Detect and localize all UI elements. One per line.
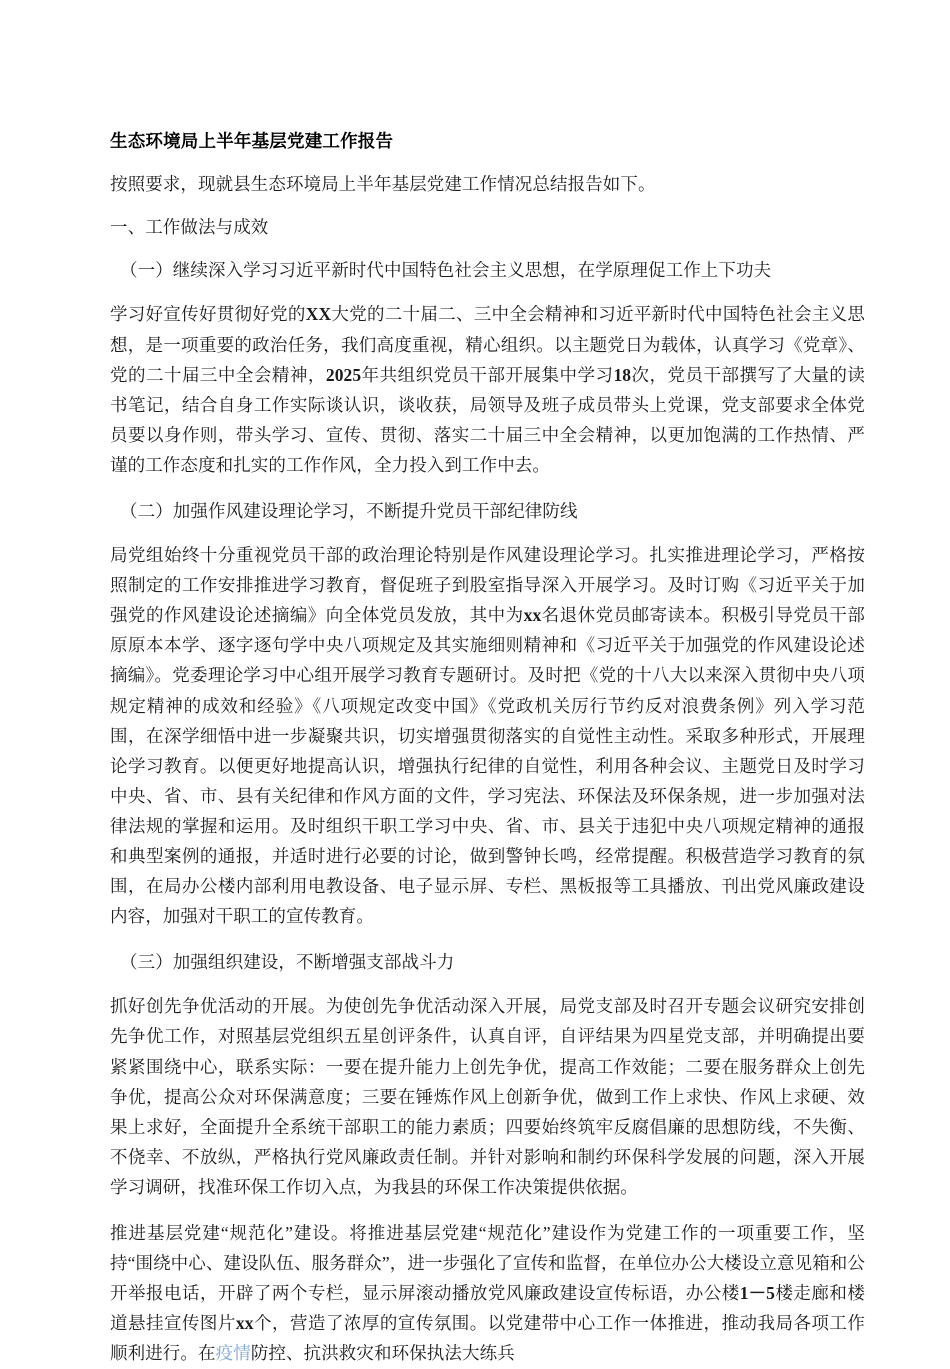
sub-four-floor-range: 1－5 — [739, 1283, 776, 1304]
subsection-one-body — [110, 299, 865, 480]
sub-four-text-d: 防控、抗洪救灾和环保执法大练兵 — [250, 1343, 515, 1364]
sub-four-text-a: 推进基层党建“规范化”建设。将推进基层党建“规范化”建设作为党建工作的一项重要工作，坚持“围绕中心、建设队伍、服务群众”，进一步强化了宣传和监督，在单位办公大楼设立意见箱和公开举报电话，开辟了两个专栏，显示屏滚动播放党风廉政建设宣传标语，办公楼 — [110, 1223, 865, 1304]
subsection-heading-two: （二）加强作风建设理论学习，不断提升党员干部纪律防线 — [120, 500, 578, 521]
subsection-heading-three: （三）加强组织建设，不断增强支部战斗力 — [120, 952, 455, 973]
subsection-three-body: 抓好创先争优活动的开展。为使创先争优活动深入开展，局党支部及时召开专题会议研究安排创先争优工作，对照基层党组织五星创评条件，认真自评，自评结果为四星党支部，并明确提出要紧紧围绕中心，联系实际：一要在提升能力上创先争优，提高工作效能；二要在服务群众上创先争优，提高公众对环保满意度；三要在锤炼作风上创新争优，做到工作上求快、作风上求硬、效果上求好，全面提升全系统干部职工的能力素质；四要始终筑牢反腐倡廉的思想防线，不失衡、不侥幸、不放纵，严格执行党风廉政责任制。并针对影响和制约环保科学发展的问题，深入开展学习调研，找准环保工作切入点，为我县的环保工作决策提供依据。 — [110, 996, 865, 1197]
sub-one-study-count: 18 — [613, 364, 632, 385]
sub-one-text-a: 学习好宣传好贯彻好党的 — [110, 304, 306, 325]
sub-two-text-b: 名退休党员邮寄读本。积极引导党员干部原原本本学、逐字逐句学中央八项规定及其实施细则精神和《习近平关于加强党的作风建设论述摘编》。党委理论学习中心组开展学习教育专题研讨。及时把《党的十八大以来深入贯彻中央八项规定精神的成效和经验》《八项规定改变中国》《党政机关厉行节约反对浪费条例》列入学习范围，在深学细悟中进一步凝聚共识，切实增强贯彻落实的自觉性主动性。采取多种形式，开展理论学习教育。以便更好地提高认识，增强执行纪律的自觉性，利用各种会议、主题党日及时学习中央、省、市、县有关纪律和作风方面的文件，学习宪法、环保法及环保条规，进一步加强对法律法规的掌握和运用。及时组织干职工学习中央、省、市、县关于违犯中央八项规定精神的通报和典型案例的通报，并适时进行必要的讨论，做到警钟长鸣，经常提醒。积极营造学习教育的氛围，在局办公楼内部利用电教设备、电子显示屏、专栏、黑板报等工具播放、刊出党风廉政建设内容，加强对干职工的宣传教育。 — [110, 605, 865, 927]
sub-two-placeholder-xx: xx — [523, 605, 542, 626]
sub-two-text-a: 局党组始终十分重视党员干部的政治理论特别是作风建设理论学习。扎实推进理论学习，严格按照制定的工作安排推进学习教育，督促班子到股室指导深入开展学习。及时订购《习近平关于加强党的作风建设论述摘编》向全体党员发放，其中为 — [110, 545, 865, 626]
page-title: 生态环境局上半年基层党建工作报告 — [110, 131, 394, 151]
section-heading-one: 一、工作做法与成效 — [110, 217, 269, 238]
sub-four-placeholder-xx: xx — [235, 1313, 254, 1334]
subsection-four-body — [110, 1218, 865, 1368]
sub-four-text-b: 楼走廊和楼道悬挂宣传图片 — [110, 1283, 866, 1334]
sub-one-year-value: 2025 — [325, 364, 362, 385]
subsection-two-body — [110, 540, 865, 931]
sub-four-text-c: 个，营造了浓厚的宣传氛围。以党建带中心工作一体推进，推动我局各项工作顺利进行。在 — [110, 1313, 866, 1364]
sub-one-text-d: 次，党员干部撰写了大量的读书笔记，结合自身工作实际谈认识，谈收获，局领导及班子成员带头上党课，党支部要求全体党员要以身作则，带头学习、宣传、贯彻、落实二十届三中全会精神，以更加饱满的工作热情、严谨的工作态度和扎实的工作作风，全力投入到工作中去。 — [110, 364, 865, 475]
intro-paragraph: 按照要求，现就县生态环境局上半年基层党建工作情况总结报告如下。 — [110, 174, 656, 195]
epidemic-link-text[interactable]: 疫情 — [215, 1343, 251, 1364]
sub-one-text-c: 年共组织党员干部开展集中学习 — [361, 364, 614, 385]
subsection-heading-one: （一）继续深入学习习近平新时代中国特色社会主义思想，在学原理促工作上下功夫 — [120, 260, 772, 281]
sub-one-text-b: 大党的二十届二、三中全会精神和习近平新时代中国特色社会主义思想，是一项重要的政治任务，我们高度重视，精心组织。以主题党日为载体，认真学习《党章》、党的二十届三中全会精神， — [110, 304, 866, 385]
sub-one-placeholder-xx: XX — [305, 304, 332, 325]
